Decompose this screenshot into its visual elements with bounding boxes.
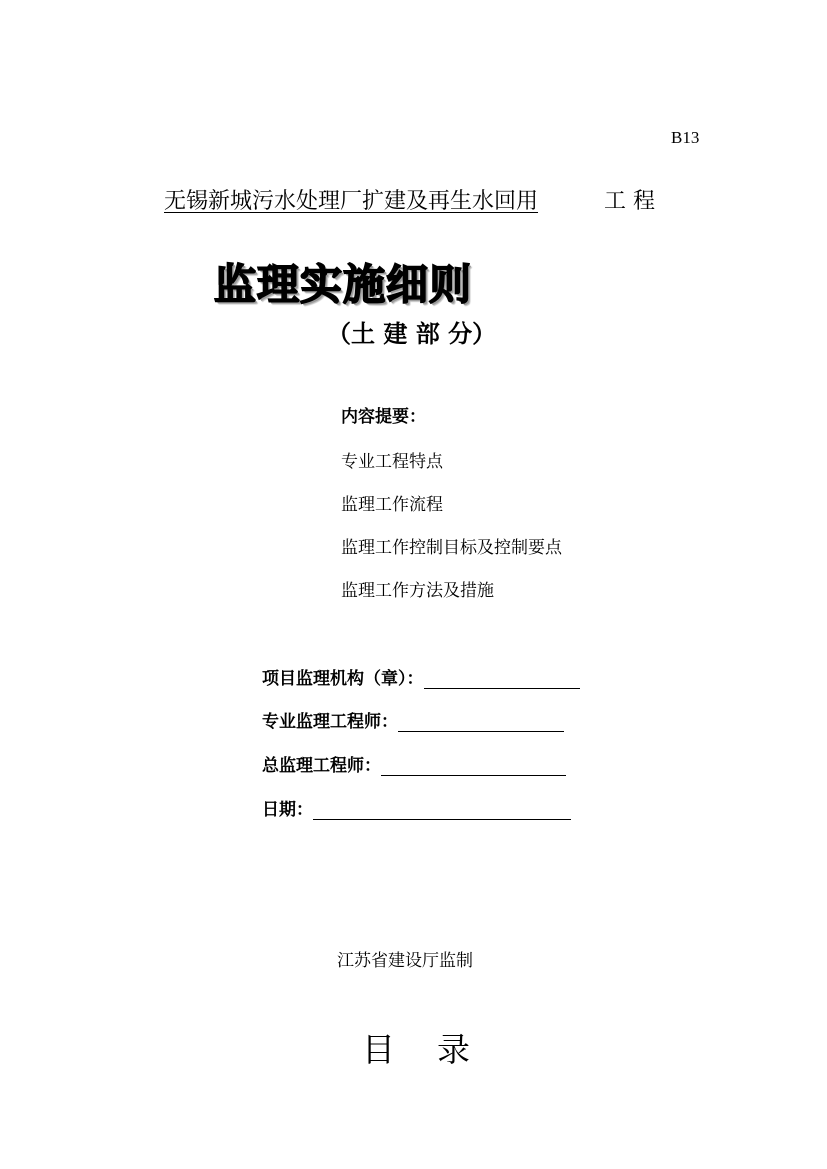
summary-item: 监理工作流程 — [341, 495, 443, 515]
summary-item: 监理工作方法及措施 — [341, 581, 494, 601]
main-title: 监理实施细则 — [214, 260, 473, 309]
signature-chief-line — [381, 757, 566, 776]
signature-org-row — [262, 664, 580, 689]
issuer: 江苏省建设厅监制 — [337, 951, 473, 971]
signature-date-row — [262, 795, 571, 820]
signature-specialist-line — [398, 713, 564, 732]
summary-heading: 内容提要： — [341, 407, 426, 427]
signature-chief-row — [262, 751, 566, 776]
signature-date-line — [313, 801, 571, 820]
sub-title: （土 建 部 分） — [327, 320, 497, 348]
signature-date-label: 日期： — [262, 800, 313, 820]
project-title: 无锡新城污水处理厂扩建及再生水回用 — [164, 189, 539, 214]
signature-specialist-row — [262, 707, 564, 732]
summary-item: 监理工作控制目标及控制要点 — [341, 538, 562, 558]
signature-chief-label: 总监理工程师： — [262, 756, 381, 776]
document-code: B13 — [671, 128, 700, 147]
summary-item: 专业工程特点 — [341, 452, 443, 472]
signature-org-label: 项目监理机构（章）： — [262, 669, 424, 689]
toc-title: 目 录 — [362, 1030, 470, 1069]
signature-org-line — [424, 670, 580, 689]
signature-specialist-label: 专业监理工程师： — [262, 712, 398, 732]
project-title-suffix: 工 程 — [604, 189, 655, 214]
